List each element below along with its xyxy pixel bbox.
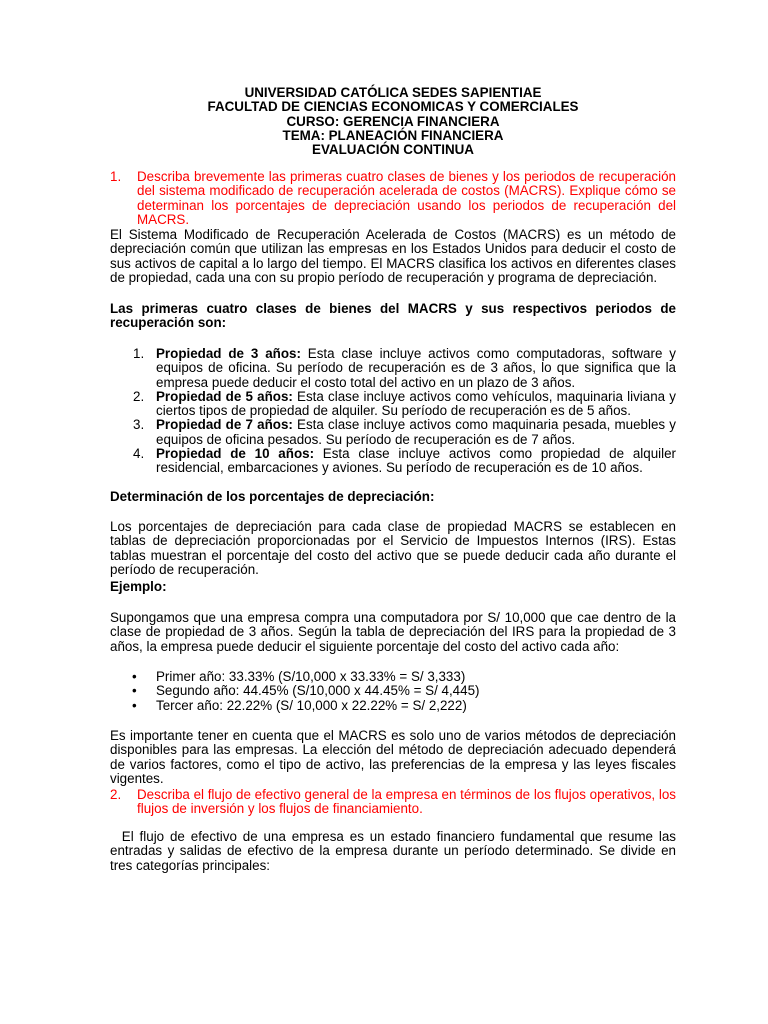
- topic-name: TEMA: PLANEACIÓN FINANCIERA: [282, 127, 504, 143]
- question-1-text: Describa brevemente las primeras cuatro clases de bienes y los periodos de recuperación del sistema modificado de recuperación acelerada de costos (MACRS). Explique cómo se determinan los porcentajes de depreciación usando los periodos de recuperación del MACRS.: [137, 169, 676, 227]
- question-2: [110, 788, 676, 817]
- classes-heading: Las primeras cuatro clases de bienes del MACRS y sus respectivos periodos de recuperación son:: [110, 301, 676, 331]
- intro-paragraph: El Sistema Modificado de Recuperación Acelerada de Costos (MACRS) es un método de depreciación común que utilizan las empresas en los Estados Unidos para deducir el costo de sus activos de capital a lo largo del tiempo. El MACRS clasifica los activos en diferentes clases de propiedad, cada una con su propio período de recuperación y programa de depreciación.: [110, 227, 676, 285]
- list-item: [110, 390, 676, 419]
- list-item-text: Primer año: 33.33% (S/10,000 x 33.33% = S/ 3,333): [156, 669, 466, 684]
- list-item-number: 2.: [133, 388, 145, 404]
- list-item-text: Esta clase incluye activos como maquinaria pesada, muebles y equipos de oficina pesados. Su período de recuperación es de 7 años.: [156, 417, 676, 447]
- list-item: [110, 684, 676, 698]
- list-item-text: Segundo año: 44.45% (S/10,000 x 44.45% = S/ 4,445): [156, 683, 480, 699]
- list-item-text: Esta clase incluye activos como computadoras, software y equipos de oficina. Su período de recuperación es de 3 años, lo que significa que la empresa puede deducir el costo total del activo en un plazo de 3 años.: [156, 346, 676, 390]
- note-paragraph: Es importante tener en cuenta que el MACRS es solo uno de varios métodos de depreciación disponibles para las empresas. La elección del método de depreciación adecuado dependerá de varios factores, como el tipo de activo, las preferencias de la empresa y las leyes fiscales vigentes.: [110, 728, 676, 786]
- document-header: [110, 86, 676, 157]
- bullet: •: [132, 683, 137, 699]
- list-item-text: Esta clase incluye activos como propiedad de alquiler residencial, embarcaciones y aviones. Su período de recuperación es de 10 años.: [156, 446, 676, 476]
- list-item-label: Propiedad de 7 años:: [156, 417, 293, 433]
- list-item: [110, 670, 676, 684]
- cashflow-paragraph: El flujo de efectivo de una empresa es un estado financiero fundamental que resume las entradas y salidas de efectivo de la empresa durante un período determinado. Se divide en tres categorías principales:: [110, 829, 680, 873]
- example-heading: Ejemplo:: [110, 579, 167, 594]
- question-2-number: 2.: [110, 787, 122, 802]
- university-name: UNIVERSIDAD CATÓLICA SEDES SAPIENTIAE: [244, 85, 542, 100]
- list-item-label: Propiedad de 10 años:: [156, 446, 315, 462]
- faculty-name: FACULTAD DE CIENCIAS ECONOMICAS Y COMERCIALES: [207, 99, 579, 115]
- evaluation-title: EVALUACIÓN CONTINUA: [312, 142, 474, 158]
- list-item-number: 1.: [133, 346, 145, 361]
- determination-heading: Determinación de los porcentajes de depreciación:: [110, 489, 435, 504]
- list-item: [110, 418, 676, 447]
- list-item: [110, 699, 676, 713]
- determination-paragraph: Los porcentajes de depreciación para cada clase de propiedad MACRS se establecen en tablas de depreciación proporcionadas por el Servicio de Impuestos Internos (IRS). Estas tablas muestran el porcentaje del costo del activo que se puede deducir cada año durante el período de recuperación.: [110, 519, 676, 577]
- list-item: [110, 347, 676, 390]
- list-item-number: 3.: [133, 417, 145, 433]
- question-1-number: 1.: [110, 169, 122, 184]
- question-1: [110, 170, 676, 227]
- macrs-classes-list: [110, 347, 676, 476]
- list-item-label: Propiedad de 5 años:: [156, 388, 293, 404]
- bullet: •: [132, 669, 137, 684]
- list-item-number: 4.: [133, 446, 145, 462]
- list-item: [110, 447, 676, 476]
- question-2-text: Describa el flujo de efectivo general de la empresa en términos de los flujos operativos, los flujos de inversión y los flujos de financiamiento.: [137, 787, 676, 817]
- example-paragraph: Supongamos que una empresa compra una computadora por S/ 10,000 que cae dentro de la clase de propiedad de 3 años. Según la tabla de depreciación del IRS para la propiedad de 3 años, la empresa puede deducir el siguiente porcentaje del costo del activo cada año:: [110, 610, 676, 654]
- list-item-text: Esta clase incluye activos como vehículos, maquinaria liviana y ciertos tipos de propiedad de alquiler. Su período de recuperación es de 5 años.: [156, 388, 676, 419]
- bullet: •: [132, 697, 137, 713]
- course-name: CURSO: GERENCIA FINANCIERA: [286, 113, 500, 129]
- example-bullet-list: [110, 670, 676, 713]
- list-item-text: Tercer año: 22.22% (S/ 10,000 x 22.22% = S/ 2,222): [156, 697, 467, 713]
- list-item-label: Propiedad de 3 años:: [156, 346, 301, 361]
